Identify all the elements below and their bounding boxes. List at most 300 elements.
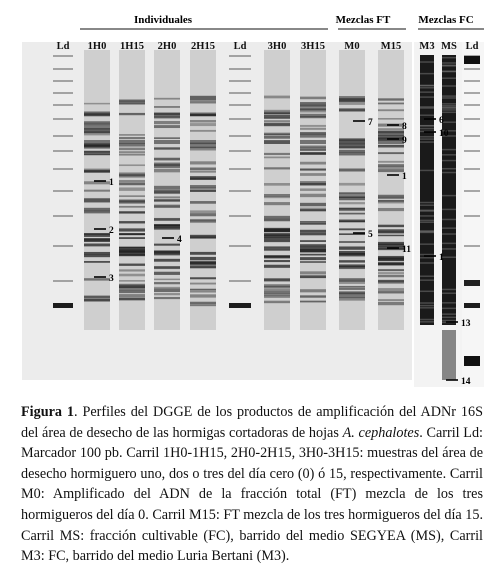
band-marker-label: 6 (439, 116, 444, 126)
gel-band (300, 257, 326, 260)
gel-lane (154, 50, 180, 330)
gel-band (339, 169, 365, 172)
gel-band (264, 246, 290, 248)
gel-band (119, 180, 145, 182)
gel-band (300, 152, 326, 154)
gel-band (154, 125, 180, 128)
caption-label: Figura 1 (21, 404, 74, 420)
smear-band (420, 243, 434, 245)
ladder-band (53, 55, 73, 57)
smear-band (420, 230, 434, 232)
smear-band (442, 121, 456, 123)
gel-band (300, 203, 326, 206)
gel-band (339, 208, 365, 211)
smear-band (442, 313, 456, 315)
smear-band (442, 292, 456, 294)
smear-band (442, 77, 456, 79)
ladder-band (53, 215, 73, 217)
smear-lane (442, 330, 456, 380)
smear-band (420, 232, 434, 234)
gel-band (378, 275, 404, 278)
gel-band (378, 140, 404, 144)
gel-band (190, 201, 216, 204)
ladder-band (229, 135, 251, 137)
gel-band (119, 211, 145, 213)
ladder-band (229, 190, 251, 192)
gel-band (264, 290, 290, 293)
gel-band (264, 233, 290, 236)
gel-band (264, 96, 290, 99)
gel-band (119, 221, 145, 223)
gel-band (119, 206, 145, 208)
band-marker-label: 13 (461, 319, 471, 329)
gel-band (300, 295, 326, 297)
gel-band (378, 164, 404, 167)
gel-band (119, 269, 145, 271)
gel-band (300, 250, 326, 252)
gel-band (190, 140, 216, 144)
smear-band (442, 105, 456, 107)
smear-band (420, 221, 434, 223)
gel-band (84, 252, 110, 255)
gel-band (300, 188, 326, 190)
ladder-band (229, 168, 251, 170)
gel-band (154, 137, 180, 139)
smear-band (442, 172, 456, 174)
group-label-mezclas-ft: Mezclas FT (335, 14, 391, 26)
ladder-band (464, 118, 480, 120)
gel-band (190, 294, 216, 297)
gel-band (119, 172, 145, 175)
ladder-band (464, 68, 480, 70)
band-marker-label: 2 (109, 226, 114, 236)
lane-label: Ld (56, 41, 70, 52)
smear-band (420, 202, 434, 204)
gel-band (119, 228, 145, 231)
gel-band (300, 109, 326, 112)
ladder-band (53, 118, 73, 120)
gel-band (300, 275, 326, 278)
gel-band (190, 101, 216, 103)
gel-band (300, 244, 326, 247)
gel-band (84, 296, 110, 298)
gel-band (154, 148, 180, 150)
gel-band (84, 127, 110, 129)
gel-band (339, 202, 365, 204)
gel-band (119, 137, 145, 139)
lane-label: 2H0 (157, 41, 177, 52)
lane-label: 3H0 (267, 41, 287, 52)
gel-band (154, 279, 180, 281)
gel-band (154, 158, 180, 161)
gel-band (154, 289, 180, 292)
ladder-band (53, 190, 73, 192)
gel-band (300, 181, 326, 184)
gel-band (154, 259, 180, 262)
gel-band (378, 197, 404, 199)
gel-band (154, 116, 180, 118)
gel-band (190, 145, 216, 148)
gel-band (119, 195, 145, 197)
band-marker-label: 7 (368, 118, 373, 128)
gel-band (190, 123, 216, 126)
gel-band (339, 192, 365, 195)
smear-band (420, 262, 434, 264)
gel-band (84, 234, 110, 237)
lane-label: 1H15 (120, 41, 144, 52)
ladder-band (53, 135, 73, 137)
smear-band (442, 219, 456, 221)
gel-band (378, 242, 404, 245)
gel-band (339, 260, 365, 262)
gel-band (264, 216, 290, 219)
gel-band (190, 210, 216, 213)
gel-band (264, 230, 290, 232)
gel-band (119, 274, 145, 277)
gel-band (119, 294, 145, 297)
gel-band (154, 253, 180, 256)
smear-band (442, 97, 456, 99)
band-marker-label: 5 (368, 230, 373, 240)
smear-band (442, 168, 456, 170)
gel-band (300, 254, 326, 256)
gel-lane (300, 50, 326, 330)
gel-band (300, 162, 326, 165)
gel-band (264, 112, 290, 114)
smear-band (442, 248, 456, 250)
gel-band (154, 218, 180, 220)
gel-band (190, 289, 216, 291)
gel-band (264, 110, 290, 112)
gel-band (154, 267, 180, 270)
gel-band (378, 291, 404, 293)
ladder-band (464, 150, 480, 152)
gel-band (378, 128, 404, 130)
ladder-band (229, 118, 251, 120)
gel-band (339, 295, 365, 298)
lane-label: Ld (465, 41, 479, 52)
gel-band (300, 173, 326, 176)
gel-band (378, 281, 404, 283)
gel-band (84, 103, 110, 105)
gel-band (378, 272, 404, 274)
band-marker-label: 11 (402, 245, 411, 255)
gel-band (264, 219, 290, 221)
gel-band (264, 157, 290, 159)
gel-band (339, 251, 365, 254)
gel-lane (190, 50, 216, 330)
ladder-band (53, 280, 73, 282)
gel-band (300, 209, 326, 211)
smear-band (442, 112, 456, 114)
gel-band (84, 151, 110, 153)
gel-band (84, 243, 110, 246)
gel-band (154, 227, 180, 229)
lane-label: Ld (233, 41, 247, 52)
figure-caption (21, 402, 483, 567)
smear-band (442, 149, 456, 151)
gel-band (154, 196, 180, 198)
gel-band (264, 249, 290, 251)
gel-band (378, 109, 404, 111)
smear-band (420, 279, 434, 281)
gel-band (154, 164, 180, 166)
gel-band (119, 154, 145, 156)
gel-band (339, 221, 365, 223)
ladder-band (229, 150, 251, 152)
gel-band (300, 301, 326, 303)
smear-band (420, 220, 434, 222)
gel-band (190, 114, 216, 116)
figure-header (57, 14, 484, 52)
gel-band (378, 145, 404, 147)
band-marker-label: 1 (439, 253, 444, 263)
band-marker-label: 10 (439, 129, 449, 139)
gel-band (300, 125, 326, 127)
smear-band (442, 107, 456, 109)
gel-band (378, 169, 404, 172)
smear-band (442, 62, 456, 64)
lane-label: 3H15 (301, 41, 325, 52)
gel-band (84, 126, 110, 128)
ladder-band (53, 92, 73, 94)
gel-band (264, 115, 290, 117)
gel-lane (264, 50, 290, 330)
gel-band (190, 303, 216, 305)
gel-band (154, 250, 180, 252)
gel-band (84, 278, 110, 280)
gel-band (190, 120, 216, 122)
gel-band (190, 177, 216, 179)
gel-band (339, 246, 365, 249)
gel-band (84, 140, 110, 144)
gel-band (190, 213, 216, 216)
gel-band (300, 230, 326, 233)
gel-band (119, 102, 145, 105)
band-marker-label: 1 (109, 178, 114, 188)
gel-band (339, 140, 365, 144)
gel-band (84, 254, 110, 257)
gel-band (339, 152, 365, 155)
gel-band (264, 136, 290, 139)
smear-band (420, 138, 434, 140)
smear-band (442, 227, 456, 229)
smear-band (420, 128, 434, 130)
gel-band (119, 264, 145, 266)
smear-band (420, 257, 434, 259)
gel-band (154, 282, 180, 284)
band-marker-label: 4 (177, 235, 182, 245)
lane-label: 1H0 (87, 41, 107, 52)
gel-band (190, 277, 216, 279)
gel-band (300, 169, 326, 171)
gel-band (119, 148, 145, 151)
gel-lane (84, 50, 110, 330)
gel-band (264, 153, 290, 155)
ladder-band (464, 245, 480, 247)
gel-band (378, 208, 404, 211)
gel-band (119, 290, 145, 293)
smear-band (442, 243, 456, 245)
gel-band (378, 152, 404, 154)
gel-band (300, 261, 326, 263)
ladder-band (464, 303, 480, 308)
smear-lane (420, 55, 434, 325)
caption-species: A. cephalotes (342, 424, 420, 441)
ladder-band (229, 55, 251, 57)
band-marker-label: 3 (109, 274, 114, 284)
gel-band (300, 247, 326, 250)
gel-lane (119, 50, 145, 330)
gel-band (339, 281, 365, 284)
gel-band (300, 271, 326, 274)
ladder-band (53, 150, 73, 152)
gel-band (190, 220, 216, 223)
gel-band (119, 100, 145, 103)
gel-band (154, 297, 180, 299)
gel-band (119, 200, 145, 203)
smear-band (420, 125, 434, 127)
gel-band (378, 288, 404, 291)
gel-band (378, 262, 404, 265)
gel-band (119, 247, 145, 250)
gel-band (84, 298, 110, 301)
lane-label: M3 (419, 41, 435, 52)
gel-band (119, 286, 145, 288)
gel-band (154, 272, 180, 275)
smear-band (420, 136, 434, 138)
ladder-band (53, 303, 73, 308)
ladder-band (229, 104, 251, 106)
smear-band (420, 302, 434, 304)
gel-band (339, 102, 365, 105)
smear-band (420, 107, 434, 109)
gel-band (264, 202, 290, 205)
ladder-band (464, 215, 480, 217)
gel-band (154, 205, 180, 207)
gel-band (84, 170, 110, 172)
gel-band (154, 287, 180, 289)
gel-band (154, 106, 180, 108)
gel-band (339, 293, 365, 295)
gel-band (300, 97, 326, 100)
smear-band (420, 85, 434, 87)
gel-band (190, 262, 216, 264)
gel-band (119, 183, 145, 186)
gel-band (190, 265, 216, 268)
gel-band (264, 279, 290, 282)
caption-text-2: . Carril Ld: Marcador 100 pb. Carril 1H0-1H15, 2H0-2H15, 3H0-3H15: muestras del área de desecho hormiguero uno, dos o tres del día cero (0) ó 15, respectivamente. Carril M0: Amplificado del ADN de la fracción total (FT) mezcla de los tres hormigueros del día 0. Carril M15: FT mezcla de los tres hormigueros del día 15. Carril MS: fracción cultivable (FC), barrido del medio SEGYEA (MS), Carril M3: FC, barrido del medio Luria Bertani (M3). (21, 424, 483, 565)
gel-band (300, 194, 326, 197)
smear-band (442, 289, 456, 291)
gel-band (119, 164, 145, 166)
smear-band (442, 154, 456, 156)
gel-lane (420, 55, 434, 325)
smear-band (442, 317, 456, 319)
smear-band (442, 320, 456, 322)
gel-band (264, 302, 290, 304)
ladder-band (464, 56, 480, 64)
gel-band (154, 112, 180, 114)
gel-band (339, 266, 365, 269)
gel-band (119, 237, 145, 239)
gel-band (190, 168, 216, 171)
ladder-band (229, 92, 251, 94)
ladder-band (464, 92, 480, 94)
gel-band (154, 192, 180, 194)
gel-band (339, 288, 365, 290)
smear-band (442, 302, 456, 304)
smear-band (420, 319, 434, 321)
gel-band (264, 288, 290, 290)
gel-band (339, 197, 365, 200)
gel-band (119, 233, 145, 235)
gel-band (84, 154, 110, 156)
gel-band (119, 113, 145, 115)
gel-band (339, 213, 365, 215)
ladder-band (229, 215, 251, 217)
smear-band (420, 73, 434, 75)
smear-band (442, 95, 456, 97)
gel-band (300, 221, 326, 223)
gel-band (264, 167, 290, 169)
gel-band (84, 130, 110, 133)
smear-band (442, 57, 456, 59)
smear-band (420, 87, 434, 89)
gel-band (339, 98, 365, 101)
gel-band (264, 265, 290, 268)
smear-band (442, 308, 456, 310)
gel-band (84, 208, 110, 211)
ladder-band (53, 104, 73, 106)
smear-band (420, 305, 434, 307)
smear-band (442, 160, 456, 162)
gel-lane (442, 55, 456, 380)
gel-lane (339, 50, 365, 330)
gel-band (154, 121, 180, 124)
gel-band (154, 140, 180, 144)
gel-band (154, 199, 180, 201)
gel-band (119, 187, 145, 190)
gel-band (84, 261, 110, 263)
caption-text-1: . Perfiles del DGGE de los productos de amplificación del ADNr 16S del área de desecho de las hormigas cortadoras de hojas (21, 404, 484, 441)
smear-band (420, 275, 434, 277)
gel-band (154, 98, 180, 100)
ladder-band (464, 190, 480, 192)
smear-band (420, 91, 434, 93)
gel-band (190, 237, 216, 239)
gel-band (264, 183, 290, 186)
ladder-band (229, 245, 251, 247)
gel-band (154, 169, 180, 172)
gel-band (378, 225, 404, 227)
gel-band (190, 190, 216, 192)
gel-band (119, 298, 145, 300)
smear-band (442, 195, 456, 197)
smear-band (420, 254, 434, 256)
lane-haze (339, 50, 365, 330)
ladder-band (464, 168, 480, 170)
gel-band (339, 146, 365, 148)
gel-band (190, 161, 216, 164)
gel-band (84, 199, 110, 202)
gel-band (84, 211, 110, 213)
gel-band (119, 151, 145, 153)
gel-band (190, 188, 216, 190)
gel-band (378, 302, 404, 305)
gel-band (190, 171, 216, 173)
ladder-band (53, 245, 73, 247)
